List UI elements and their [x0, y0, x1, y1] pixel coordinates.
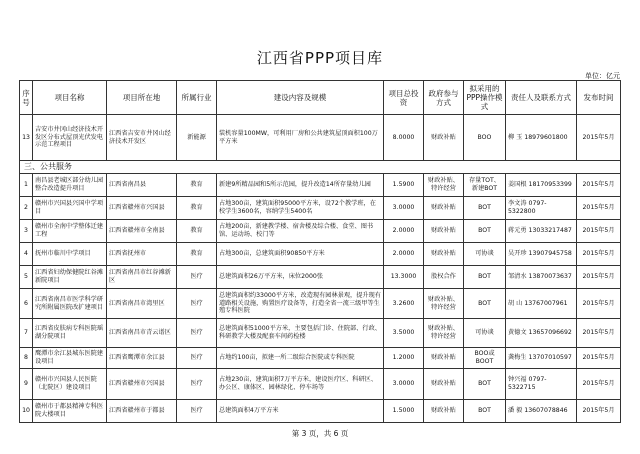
cell-gov: 财政补贴	[424, 400, 464, 423]
cell-content: 总建筑面积约33000平方米，改造现有园林景观，提升现有道路相关设施，购置医疗设备等，打造全省一流三级甲等生殖专科医院	[217, 289, 384, 319]
cell-location: 江西省吉安市井冈山经济技术开发区	[107, 115, 177, 161]
cell-contact: 潘 毅 13607078846	[506, 400, 577, 423]
cell-no: 8	[20, 348, 33, 369]
cell-location: 江西省赣州市兴国县	[107, 369, 177, 400]
cell-contact: 蒋元勇 13033217487	[506, 220, 577, 243]
cell-mode: BOT	[464, 289, 506, 319]
cell-gov: 财政补贴	[424, 243, 464, 266]
cell-no: 3	[20, 220, 33, 243]
cell-no: 10	[20, 400, 33, 423]
cell-content: 总建筑面积26万平方米，床位2000张	[217, 266, 384, 289]
cell-content: 占地约100亩，拟建一所二级综合医院或专科医院	[217, 348, 384, 369]
cell-industry: 医疗	[177, 266, 217, 289]
cell-name: 吉安市井冈山经济技术开发区分布式屋顶光伏发电示范工程项目	[33, 115, 107, 161]
cell-location: 江西省南昌县	[107, 174, 177, 197]
cell-date: 2015年5月	[577, 400, 621, 423]
table-row	[20, 348, 621, 369]
cell-gov: 财政补贴	[424, 197, 464, 220]
cell-gov: 财政补贴、特许经营	[424, 289, 464, 319]
cell-contact: 吴开珍 13907945758	[506, 243, 577, 266]
cell-content: 装机容量100MW，可利用厂房和公共建筑屋顶面积100万平方米	[217, 115, 384, 161]
cell-location: 江西省赣州市于都县	[107, 400, 177, 423]
cell-contact: 龚梅生 13707010597	[506, 348, 577, 369]
cell-industry: 教育	[177, 220, 217, 243]
cell-date: 2015年5月	[577, 174, 621, 197]
page-footer: 第 3 页，共 6 页	[291, 429, 349, 438]
cell-contact: 钟兴福 0797-5322715	[506, 369, 577, 400]
table-row	[20, 400, 621, 423]
cell-location: 江西省南昌市红谷滩新区	[107, 266, 177, 289]
cell-contact: 邹清水 13870073637	[506, 266, 577, 289]
cell-location: 江西省鹰潭市余江县	[107, 348, 177, 369]
cell-gov: 财政补贴、特许经营	[424, 319, 464, 348]
cell-industry: 医疗	[177, 289, 217, 319]
cell-name: 江西省妇幼保健院红谷滩新院项目	[33, 266, 107, 289]
cell-name: 南昌县老城区部分幼儿园整合改造提升项目	[33, 174, 107, 197]
cell-mode: 可协谈	[464, 319, 506, 348]
cell-date: 2015年5月	[577, 197, 621, 220]
cell-gov: 财政补贴	[424, 369, 464, 400]
cell-investment: 3.5000	[384, 319, 424, 348]
cell-no: 9	[20, 369, 33, 400]
cell-name: 鹰潭市余江县城东医院建设项目	[33, 348, 107, 369]
cell-location: 江西省南昌市湾里区	[107, 289, 177, 319]
cell-investment: 13.3000	[384, 266, 424, 289]
cell-industry: 教育	[177, 243, 217, 266]
cell-date: 2015年5月	[577, 243, 621, 266]
cell-mode: 可协谈	[464, 243, 506, 266]
cell-location: 江西省抚州市	[107, 243, 177, 266]
cell-industry: 教育	[177, 197, 217, 220]
cell-date: 2015年5月	[577, 115, 621, 161]
cell-location: 江西省赣州市全南县	[107, 220, 177, 243]
cell-mode: BOO	[464, 115, 506, 161]
col-header: 项目名称	[33, 81, 107, 115]
col-header: 所属行业	[177, 81, 217, 115]
cell-location: 江西省南昌市青云谱区	[107, 319, 177, 348]
cell-no: 1	[20, 174, 33, 197]
table-row	[20, 266, 621, 289]
cell-investment: 1.5000	[384, 400, 424, 423]
cell-mode: BOT	[464, 369, 506, 400]
cell-content: 占地230亩，建筑面积7万平方米，建设医疗区、科研区、办公区、康体区、园林绿化、停车场等	[217, 369, 384, 400]
cell-investment: 3.2600	[384, 289, 424, 319]
table-row	[20, 174, 621, 197]
cell-contact: 李文涛 0797-5322800	[506, 197, 577, 220]
cell-mode: BOT	[464, 220, 506, 243]
col-header: 项目总投资	[384, 81, 424, 115]
cell-name: 江西省南昌市医学科学研究所附属医院改扩建项目	[33, 289, 107, 319]
table-row	[20, 220, 621, 243]
table-row	[20, 289, 621, 319]
cell-industry: 教育	[177, 174, 217, 197]
cell-industry: 医疗	[177, 400, 217, 423]
cell-no: 2	[20, 197, 33, 220]
table-row	[20, 319, 621, 348]
cell-contact: 胡 山 13767007961	[506, 289, 577, 319]
cell-name: 抚州市临川中学项目	[33, 243, 107, 266]
cell-content: 新建9所精品园和5所示范园，提升改造14所存量幼儿园	[217, 174, 384, 197]
cell-content: 占地200亩，新建教学楼、宿舍楼及综合楼、食堂、图书馆、运动场、校门等	[217, 220, 384, 243]
cell-contact: 姜国根 18170953399	[506, 174, 577, 197]
cell-no: 5	[20, 266, 33, 289]
cell-date: 2015年5月	[577, 348, 621, 369]
cell-no: 6	[20, 289, 33, 319]
table-row	[20, 115, 621, 161]
cell-content: 总建筑面积51000平方米，主要包括门诊、住院部、行政、科研教学大楼及配套车间药检楼	[217, 319, 384, 348]
cell-no: 7	[20, 319, 33, 348]
table-row	[20, 197, 621, 220]
col-header: 拟采用的PPP操作模式	[464, 81, 506, 115]
cell-contact: 柳 玉 18979601800	[506, 115, 577, 161]
cell-investment: 8.0000	[384, 115, 424, 161]
table-header-row	[20, 81, 621, 115]
ppp-project-table	[19, 80, 621, 423]
cell-date: 2015年5月	[577, 289, 621, 319]
cell-contact: 黄德文 13657096692	[506, 319, 577, 348]
cell-investment: 3.0000	[384, 197, 424, 220]
cell-investment: 1.2000	[384, 348, 424, 369]
table-row	[20, 243, 621, 266]
col-header: 责任人及联系方式	[506, 81, 577, 115]
cell-date: 2015年5月	[577, 266, 621, 289]
cell-gov: 财政补贴、特许经营	[424, 174, 464, 197]
col-header: 发布时间	[577, 81, 621, 115]
cell-investment: 1.5900	[384, 174, 424, 197]
cell-location: 江西省赣州市兴国县	[107, 197, 177, 220]
cell-gov: 股权合作	[424, 266, 464, 289]
cell-investment: 3.0000	[384, 369, 424, 400]
cell-content: 占地300亩，建筑面积95000平方米，设72个教学班，在校学生3600名，容纳学生5400名	[217, 197, 384, 220]
cell-mode: BOT	[464, 197, 506, 220]
col-header: 序号	[20, 81, 33, 115]
cell-no: 4	[20, 243, 33, 266]
cell-no: 13	[20, 115, 33, 161]
section-title: 三、公共服务	[20, 161, 621, 174]
page-title: 江西省PPP项目库	[256, 49, 384, 67]
cell-industry: 医疗	[177, 319, 217, 348]
cell-industry: 医疗	[177, 348, 217, 369]
cell-mode: BOT	[464, 400, 506, 423]
cell-mode: BOT	[464, 266, 506, 289]
section-row	[20, 161, 621, 174]
cell-name: 江西省皮肤病专科医院瑶湖分院项目	[33, 319, 107, 348]
cell-gov: 财政补贴	[424, 220, 464, 243]
cell-gov: 财政补贴	[424, 115, 464, 161]
cell-gov: 财政补贴	[424, 348, 464, 369]
cell-industry: 新能源	[177, 115, 217, 161]
col-header: 建设内容及规模	[217, 81, 384, 115]
cell-industry: 医疗	[177, 369, 217, 400]
col-header: 政府参与方式	[424, 81, 464, 115]
table-row	[20, 369, 621, 400]
cell-investment: 2.0000	[384, 220, 424, 243]
cell-investment: 2.0000	[384, 243, 424, 266]
cell-date: 2015年5月	[577, 220, 621, 243]
cell-date: 2015年5月	[577, 369, 621, 400]
col-header: 项目所在地	[107, 81, 177, 115]
cell-mode: 存量TOT、新建BOT	[464, 174, 506, 197]
cell-name: 赣州市兴国县兴国中学项目	[33, 197, 107, 220]
cell-content: 总建筑面积4万平方米	[217, 400, 384, 423]
cell-name: 赣州市兴国县人民医院（北院区）建设项目	[33, 369, 107, 400]
cell-mode: BOO或BOOT	[464, 348, 506, 369]
cell-name: 赣州市于都县精神专科医院大楼项目	[33, 400, 107, 423]
cell-content: 占地300亩，总建筑面积90850平方米	[217, 243, 384, 266]
cell-name: 赣州市全南中学整体迁建工程	[33, 220, 107, 243]
unit-label: 单位：亿元	[585, 72, 620, 80]
cell-date: 2015年5月	[577, 319, 621, 348]
